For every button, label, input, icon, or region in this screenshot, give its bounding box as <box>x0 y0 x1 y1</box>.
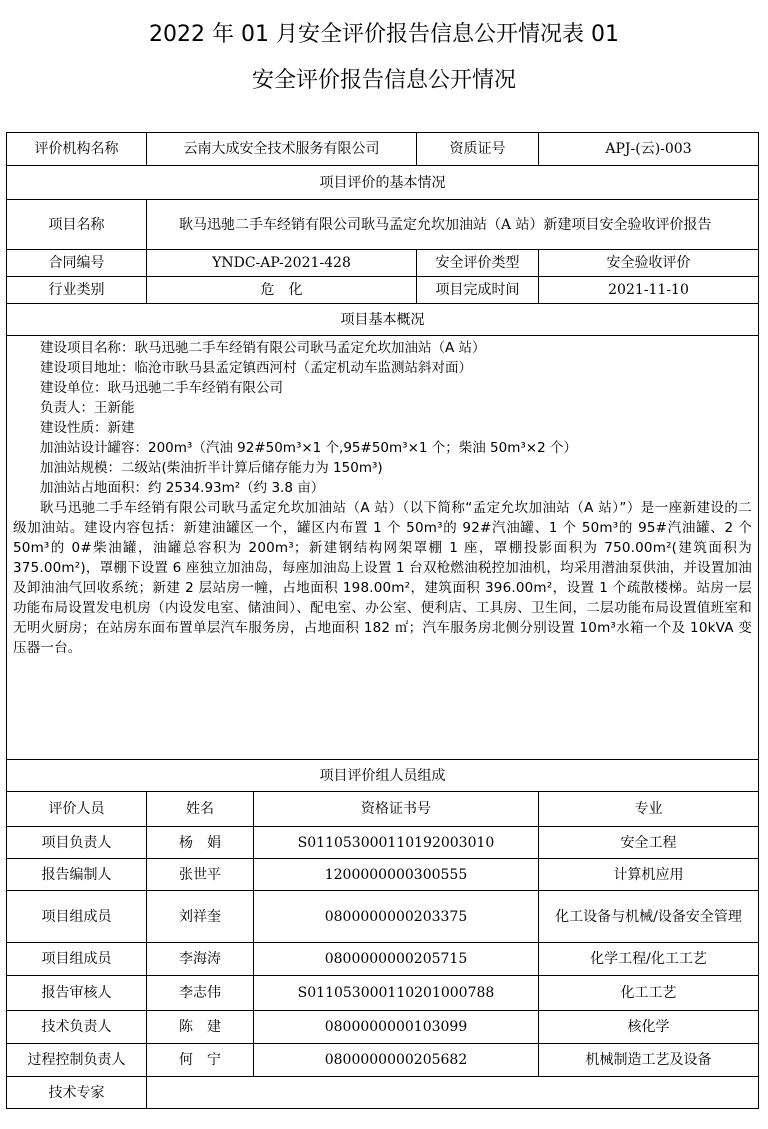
basic-section-title: 项目评价的基本情况 <box>7 166 759 200</box>
tech-expert-label: 技术专家 <box>7 1077 147 1109</box>
industry-row <box>7 277 759 304</box>
table-row <box>7 827 759 859</box>
team-name: 张世平 <box>147 859 254 891</box>
institution-label: 评价机构名称 <box>7 133 147 166</box>
header-cert: 资格证书号 <box>254 792 539 827</box>
team-cert: 0800000000203375 <box>254 891 539 943</box>
team-cert: 0800000000205682 <box>254 1044 539 1077</box>
table-row <box>7 1044 759 1077</box>
cert-label: 资质证号 <box>417 133 539 166</box>
team-header-row <box>7 792 759 827</box>
team-major: 安全工程 <box>539 827 759 859</box>
tech-expert-row <box>7 1077 759 1109</box>
overview-land-area: 加油站占地面积：约 2534.93m²（约 3.8 亩） <box>40 480 325 496</box>
eval-type-value: 安全验收评价 <box>539 250 759 277</box>
table-row <box>7 943 759 976</box>
header-major: 专业 <box>539 792 759 827</box>
overview-section-title: 项目基本概况 <box>7 304 759 336</box>
team-cert: 0800000000205715 <box>254 943 539 976</box>
team-name: 李海涛 <box>147 943 254 976</box>
header-name: 姓名 <box>147 792 254 827</box>
overview-project-address: 建设项目地址：临沧市耿马县孟定镇西河村（孟定机动车监测站斜对面） <box>40 360 472 376</box>
overview-builder: 建设单位：耿马迅驰二手车经销有限公司 <box>40 380 283 396</box>
table-row <box>7 1011 759 1044</box>
team-name: 刘祥奎 <box>147 891 254 943</box>
team-major: 化学工程/化工工艺 <box>539 943 759 976</box>
team-cert: 1200000000300555 <box>254 859 539 891</box>
team-cert: 0800000000103099 <box>254 1011 539 1044</box>
header-role: 评价人员 <box>7 792 147 827</box>
team-role: 项目组成员 <box>7 943 147 976</box>
eval-type-label: 安全评价类型 <box>417 250 539 277</box>
team-major: 计算机应用 <box>539 859 759 891</box>
overview-paragraph: 耿马迅驰二手车经销有限公司耿马孟定允坎加油站（A 站）（以下简称“孟定允坎加油站（A 站）”）是一座新建设的二级加油站。建设内容包括：新建油罐区一个，罐区内布置 1 个 50m³的 92#汽油罐、1 个 50m³的 95#汽油罐、2 个 50m³的 0#柴油罐，油罐总容积为 200m³；新建钢结构网架罩棚 1 座，罩棚投影面积为 750.00m²(建筑面积为 375.00m²)，罩棚下设置 6 座独立加油岛，每座加油岛上设置 1 台双枪燃油税控加油机，均采用潜油泵供油，并设置加油及卸油油气回收系统；新建 2 层站房一幢，占地面积 198.00m²，建筑面积 396.00m²，设置 1 个疏散楼梯。站房一层功能布局设置发电机房（内设发电室、储油间）、配电室、办公室、便利店、工具房、卫生间，二层功能布局设置值班室和无明火厨房；在站房东面布置单层汽车服务房，占地面积 182 ㎡；汽车服务房北侧分别设置 10m³水箱一个及 10kVA 变压器一台。 <box>13 500 752 656</box>
team-role: 技术负责人 <box>7 1011 147 1044</box>
team-cert: S011053000110192003010 <box>254 827 539 859</box>
team-role: 报告编制人 <box>7 859 147 891</box>
disclosure-table <box>6 132 759 1109</box>
team-name: 何 宁 <box>147 1044 254 1077</box>
team-role: 项目负责人 <box>7 827 147 859</box>
project-name-label: 项目名称 <box>7 200 147 250</box>
overview-tank-capacity: 加油站设计罐容：200m³（汽油 92#50m³×1 个,95#50m³×1 个；柴油 50m³×2 个） <box>40 440 577 456</box>
overview-nature: 建设性质：新建 <box>40 420 135 436</box>
team-role: 项目组成员 <box>7 891 147 943</box>
team-major: 化工工艺 <box>539 976 759 1011</box>
team-role: 报告审核人 <box>7 976 147 1011</box>
industry-value: 危 化 <box>147 277 417 304</box>
team-cert: S011053000110201000788 <box>254 976 539 1011</box>
table-row <box>7 976 759 1011</box>
overview-row <box>7 336 759 760</box>
institution-row <box>7 133 759 166</box>
contract-value: YNDC-AP-2021-428 <box>147 250 417 277</box>
team-major: 核化学 <box>539 1011 759 1044</box>
overview-station-scale: 加油站规模：二级站(柴油折半计算后储存能力为 150m³) <box>40 460 383 476</box>
team-section-row <box>7 760 759 792</box>
document-title: 2022 年 01 月安全评价报告信息公开情况表 01 <box>149 22 619 47</box>
tech-expert-value <box>147 1077 759 1109</box>
contract-row <box>7 250 759 277</box>
table-row <box>7 859 759 891</box>
overview-project-name: 建设项目名称：耿马迅驰二手车经销有限公司耿马孟定允坎加油站（A 站） <box>40 340 486 356</box>
team-name: 陈 建 <box>147 1011 254 1044</box>
team-name: 李志伟 <box>147 976 254 1011</box>
overview-responsible: 负责人：王新能 <box>40 400 135 416</box>
document-subtitle: 安全评价报告信息公开情况 <box>251 68 516 93</box>
overview-section-row <box>7 304 759 336</box>
institution-value: 云南大成安全技术服务有限公司 <box>147 133 417 166</box>
basic-section-row <box>7 166 759 200</box>
cert-value: APJ-(云)-003 <box>539 133 759 166</box>
team-major: 机械制造工艺及设备 <box>539 1044 759 1077</box>
completion-label: 项目完成时间 <box>417 277 539 304</box>
overview-content <box>7 336 759 760</box>
project-name-value: 耿马迅驰二手车经销有限公司耿马孟定允坎加油站（A 站）新建项目安全验收评价报告 <box>147 200 759 250</box>
team-name: 杨 娟 <box>147 827 254 859</box>
team-role: 过程控制负责人 <box>7 1044 147 1077</box>
contract-label: 合同编号 <box>7 250 147 277</box>
industry-label: 行业类别 <box>7 277 147 304</box>
team-section-title: 项目评价组人员组成 <box>7 760 759 792</box>
table-row <box>7 891 759 943</box>
team-major: 化工设备与机械/设备安全管理 <box>539 891 759 943</box>
project-name-row <box>7 200 759 250</box>
completion-value: 2021-11-10 <box>539 277 759 304</box>
